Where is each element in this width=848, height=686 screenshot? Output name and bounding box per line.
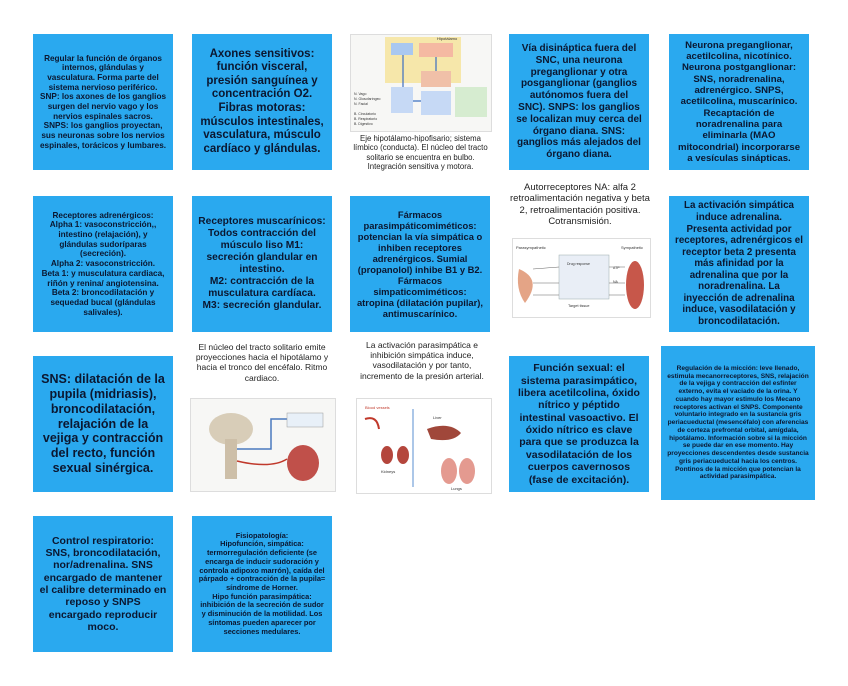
fig2-label-0: Parasympathetic (516, 245, 546, 250)
card-muscarinic-receptors: Receptores muscarínicos: Todos contracción del músculo liso M1: secreción glandular en intestino. M2: contracción de la musculatura cardíaca. M3: secreción glandular. (192, 196, 332, 332)
fig2-label-3: Drug response (567, 262, 590, 266)
figure-brainstem-heart (190, 398, 336, 492)
fig1-label-4: B. Circulatorio (354, 112, 376, 116)
card-pathophysiology: Fisiopatología: Hipofunción, simpática: termorregulación deficiente (se encarga de inducir sudoración y controla adipoxo marrón), caída del párpado + contracción de la pupila= síndrome de Horner. Hipo función parasimpática: inhibición de la secreción de sudor y disminución de la motilidad. Los síntomas pueden aparecer por secciones medulares. (192, 516, 332, 652)
fig1-label-0: Hipotálamo (437, 36, 458, 41)
fig1-label-6: B. Digestivo (354, 122, 373, 126)
fig4-label-0: Blood vessels (365, 405, 390, 410)
fig4-label-3: Lungs (451, 486, 462, 491)
fig1-label-1: N. Vago (354, 92, 367, 96)
fig4-label-2: Kidneys (381, 469, 396, 474)
card-disynaptic-pathway: Vía disináptica fuera del SNC, una neurona preganglionar y otra posganglionar (ganglios autónomos fuera del SNC). SNPS: los ganglios se localizan muy cerca del órgano diana. SNS: ganglios más alejados del órgano diana. (509, 34, 649, 170)
fig2-label-2: Target tissue (568, 304, 590, 308)
caption-hypothalamic-axis: Eje hipotálamo-hipofisario; sistema límbico (conducta). El núcleo del tracto solitario se encuentra en bulbo. Integración sensitiva y motora. (353, 134, 488, 172)
fig1-label-3: N. Facial (354, 102, 368, 106)
card-sympathetic-activation: La activación simpática induce adrenalina. Presenta actividad por receptores, adrenérgicos el receptor beta 2 presenta más afinidad por la adrenalina que por la noradrenalina. La inyección de adrenalina induce, vasodilatación y broncodilatación. (669, 196, 809, 332)
card-sexual-function: Función sexual: el sistema parasimpático, libera acetilcolina, óxido nítrico y péptido intestinal vasoactivo. El óxido nítrico es clave para que se produzca la vasodilatación de los cuerpos cavernosos (fase de excitación). (509, 356, 649, 492)
caption-autoreceptors: Autorreceptores NA: alfa 2 retroalimentación negativa y beta 2, retroalimentación positiva. Cotransmisión. (510, 182, 650, 228)
caption-parasympathetic-activation: La activación parasimpática e inhibición simpática induce, vasodilatación y por tanto, incremento de la presión arterial. (360, 340, 484, 381)
card-respiratory-control: Control respiratorio: SNS, broncodilatación, nor/adrenalina. SNS encargado de mantener el calibre determinado en reposo y SNPS encargado reproducir moco. (33, 516, 173, 652)
fig4-label-1: Liver (433, 415, 442, 420)
fig2-label-1: Sympathetic (621, 245, 644, 250)
card-adrenergic-receptors: Receptores adrenérgicos: Alpha 1: vasoconstricción,, intestino (relajación), y glándulas sudoríparas (secreción). Alpha 2: vasoconstricción. Beta 1: y musculatura cardiaca, riñón y renina/ angiotensina. Beta 2: broncodilatación y sequedad bucal (glándulas salivales). (33, 196, 173, 332)
caption-solitary-tract: El núcleo del tracto solitario emite proyecciones hacia el hipotálamo y hacia el tronco del encéfalo. Ritmo cardiaco. (195, 342, 329, 383)
figure-organs (356, 398, 492, 494)
figure-hypothalamic-axis (350, 34, 492, 132)
fig1-label-2: N. Glosofaríngeo (354, 97, 381, 101)
card-drugs: Fármacos parasimpáticomiméticos: potencian la vía simpática o inhiben receptores adrenérgicos. Sumial (propanolol) inhibe B1 y B2. Fármacos simpaticomiméticos: atropina (dilatación pupilar), antimuscarínico. (350, 196, 490, 332)
card-autonomic-function: Regular la función de órganos internos, glándulas y vasculatura. Forma parte del sistema nervioso periférico. SNP: los axones de los ganglios surgen del nervio vago y los nervios espinales sacros. SNPS: los ganglios proyectan, sus neuronas sobre los nervios espinales, torácicos y lumbares. (33, 34, 173, 170)
card-neurotransmitters: Neurona preganglionar, acetilcolina, nicotínico. Neurona postganglionar: SNS, noradrenalina, adrenérgico. SNPS, acetilcolina, muscarínico. Recaptación de noradrenalina para eliminarla (MAO mitocondrial) incorporarse a vesículas sinápticas. (669, 34, 809, 170)
fig1-label-5: B. Respiratorio (354, 117, 378, 121)
card-sns-effects: SNS: dilatación de la pupila (midriasis), broncodilatación, relajación de la vejiga y contracción del recto, función sexual sinérgica. (33, 356, 173, 492)
fig2-label-5: NA (613, 280, 618, 284)
fig2-label-4: ATP (613, 266, 620, 270)
card-micturition: Regulación de la micción: leve llenado, estimula mecanorreceptores, SNS, relajación de la vejiga y contracción del esfínter externo, evita el vaciado de la orina. Y cuando hay mayor estimulo los Mecano receptores activan el SNPS. Componente voluntario integrado en la sustancia gris periacueductal (mesencéfalo) con aferencias de corteza prefrontal orbital, amígdala, hipotálamo. Información sobre si la micción se puede dar en ese momento. Hay proyecciones descendentes desde sustancia gris periacueductal hacia los centros. Pontinos de la micción que potencian la actividad parasimpática. (661, 346, 815, 500)
card-sensory-motor-fibers: Axones sensitivos: función visceral, presión sanguínea y concentración O2. Fibras motoras: músculos intestinales, vasculatura, músculo cardíaco y glándulas. (192, 34, 332, 170)
figure-cotransmission (512, 238, 651, 318)
